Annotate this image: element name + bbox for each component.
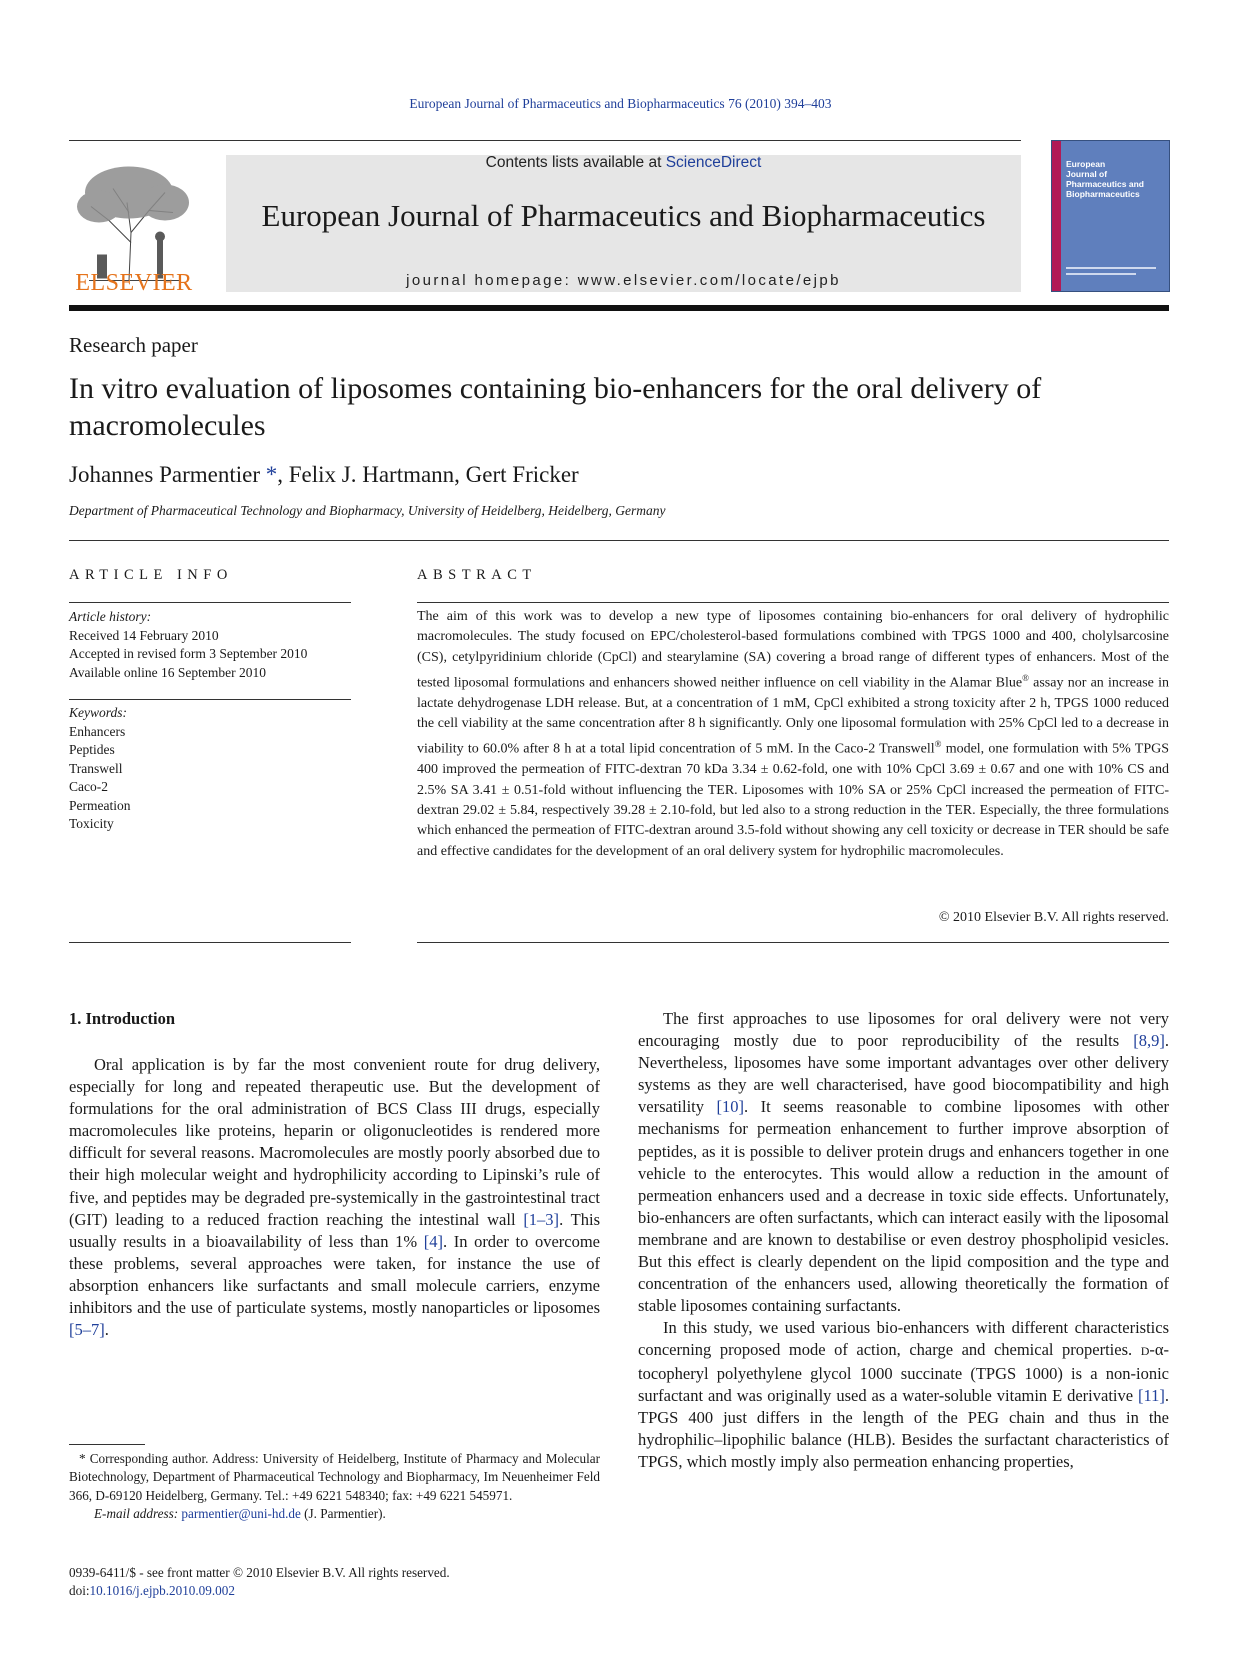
abstract-part: assay nor an increase in lactate dehydrogenase LDH release. But, at a concentration of 1 mM, CpCl exhibited a strong toxicity after 2 h, TPGS 1000 reduced the cell viability at the same concentration after 8 h significantly. Only one liposomal formulation with 25% CpCl led to a decrease in viability to 60.0% after 8 h at a total lipid concentration of 5 mM. In the Caco-2 Transwell — [417, 675, 1169, 758]
text-run: . — [104, 1320, 109, 1340]
text-run: . In order to overcome these problems, several approaches were taken, for instance the use of absorption enhancers like surfactants and small molecule carriers, enzyme inhibitors and the use of particulate systems, mostly nanoparticles or liposomes — [69, 1231, 600, 1318]
header-thick-rule — [69, 305, 1169, 311]
front-matter — [69, 1564, 629, 1601]
footnote-rule — [69, 1444, 145, 1445]
text-run: In this study, we used various bio-enhancers with different characteristics concerning proposed mode of action, charge and chemical properties. — [638, 1318, 1169, 1360]
text-run: Oral application is by far the most convenient route for drug delivery, especially for long and repeated therapeutic use. But the development of formulations for the oral administration of BCS Class III drugs, especially macromolecules like proteins, heparin or oligonucleotides is rendered more difficult for several reasons. Macromolecules are mostly poorly absorbed due to their high molecular weight and hydrophilicity according to Lipinski’s rule of five, and peptides may be degraded pre-systemically in the gastrointestinal tract (GIT) leading to a reduced fraction reaching the intestinal wall — [69, 1055, 600, 1229]
cover-title-line: Pharmaceutics and — [1066, 179, 1144, 189]
small-caps-d: D — [1140, 1344, 1150, 1359]
paragraph — [69, 1054, 600, 1341]
cover-footer-line — [1066, 273, 1136, 275]
keywords-rule — [69, 699, 351, 700]
received-date: Received 14 February 2010 — [69, 627, 219, 643]
header-rule — [69, 140, 1021, 141]
author-list — [69, 462, 579, 488]
email-line — [69, 1505, 600, 1523]
cover-stripe — [1052, 141, 1061, 291]
email-suffix: (J. Parmentier). — [300, 1506, 386, 1522]
article-type: Research paper — [69, 333, 198, 357]
doi-link[interactable]: 10.1016/j.ejpb.2010.09.002 — [89, 1583, 235, 1599]
article-info-rule — [69, 602, 351, 603]
abstract-text — [417, 607, 1169, 862]
contents-prefix: Contents lists available at — [485, 154, 662, 171]
keyword: Peptides — [69, 742, 115, 757]
text-run: . This usually results in a bioavailability of less than 1% — [69, 1209, 600, 1251]
doi-label: doi: — [69, 1583, 90, 1599]
article-info-bottom-rule — [69, 942, 351, 943]
reference-link[interactable]: [10] — [716, 1097, 744, 1117]
reference-link[interactable]: [8,9] — [1133, 1031, 1165, 1051]
reference-link[interactable]: [1–3] — [523, 1209, 560, 1229]
abstract-bottom-rule — [417, 942, 1169, 943]
contents-line — [226, 154, 1021, 172]
keyword: Caco-2 — [69, 779, 108, 794]
history-label: Article history: — [69, 609, 152, 624]
reference-link[interactable]: [4] — [423, 1231, 443, 1251]
journal-cover-thumbnail — [1051, 140, 1170, 292]
abstract-rule — [417, 602, 1169, 603]
sciencedirect-link[interactable]: ScienceDirect — [665, 154, 762, 171]
keyword: Transwell — [69, 760, 123, 776]
doi-line — [69, 1582, 629, 1600]
keyword: Toxicity — [69, 816, 114, 831]
journal-title: European Journal of Pharmaceutics and Biopharmaceutics — [261, 198, 986, 233]
text-run: The first approaches to use liposomes for oral delivery were not very encouraging mostly due to poor reproducibility of the results — [638, 1009, 1169, 1051]
cover-title-line: Journal of — [1066, 169, 1108, 179]
footnote-body: Corresponding author. Address: University of Heidelberg, Institute of Pharmacy and Molecular Biotechnology, Department of Pharmaceutical Technology and Biopharmacy, Im Neuenheimer Feld 366, D-69120 Heidelberg, Germany. Tel.: +49 6221 548340; fax: +49 6221 545971. — [69, 1451, 600, 1503]
reference-link[interactable]: [11] — [1137, 1385, 1165, 1405]
journal-citation[interactable]: European Journal of Pharmaceutics and Biopharmaceutics 76 (2010) 394–403 — [409, 96, 832, 111]
email-label: E-mail address: — [94, 1506, 179, 1522]
online-date: Available online 16 September 2010 — [69, 664, 266, 680]
corresponding-author-footnote — [69, 1450, 600, 1524]
registered-mark: ® — [1022, 672, 1029, 683]
abstract-heading: ABSTRACT — [417, 567, 537, 583]
publisher-wordmark: ELSEVIER — [75, 270, 193, 296]
keyword: Permeation — [69, 797, 131, 813]
text-run: . It seems reasonable to combine liposomes with other mechanisms for permeation enhancement to further improve absorption of peptides, as it is possible to deliver protein drugs and enhancers together in one vehicle to the enterocytes. This would allow a reduction in the amount of permeation enhancers used and a decrease in toxic side effects. Unfortunately, bio-enhancers are often surfactants, which can interact easily with the liposomal membrane and are known to destabilise or even destroy phospholipid vesicles. But this effect is clearly dependent on the lipid composition and the type and concentration of the enhancers used, allowing theoretically the formation of stable liposomes containing surfactants. — [638, 1097, 1169, 1316]
text-run: . Nevertheless, liposomes have some important advantages over other delivery systems as they are well characterised, have good biocompatibility and high versatility — [638, 1031, 1169, 1117]
abstract-copyright: © 2010 Elsevier B.V. All rights reserved. — [938, 910, 1169, 925]
abstract-part: model, one formulation with 5% TPGS 400 improved the permeation of FITC-dextran 70 kDa 3.34 ± 0.62-fold, one with 10% CpCl 3.69 ± 0.67 and one with 10% CS and 2.5% SA 3.41 ± 0.51-fold without influencing the TER. Liposomes with 10% SA or 25% CpCl increased the permeation of FITC-dextran 29.02 ± 5.84, respectively 39.28 ± 2.10-fold, but led also to a strong reduction in the TER. Especially, the three formulations which enhanced the permeation of FITC-dextran around 3.5-fold without showing any cell toxicity or decrease in TER should be safe and effective candidates for the development of an oral delivery system for hydrophilic macromolecules. — [417, 742, 1170, 859]
footnote-mark: * — [79, 1451, 86, 1466]
keyword: Enhancers — [69, 723, 126, 739]
email-link[interactable]: parmentier@uni-hd.de — [181, 1506, 301, 1522]
text-run: -α-tocopheryl polyethylene glycol 1000 succinate (TPGS 1000) is a non-ionic surfactant and was originally used as a water-soluble vitamin E derivative — [638, 1340, 1169, 1405]
paragraph — [638, 1317, 1169, 1473]
affiliation-rule — [69, 540, 1169, 541]
accepted-date: Accepted in revised form 3 September 2010 — [69, 646, 308, 661]
cover-title — [1066, 159, 1166, 199]
author-names-rest: , Felix J. Hartmann, Gert Fricker — [277, 462, 579, 487]
article-info-heading: ARTICLE INFO — [69, 567, 233, 583]
author-name: Johannes Parmentier — [69, 462, 260, 487]
keywords-label: Keywords: — [69, 705, 127, 720]
article-history — [69, 608, 351, 682]
cover-title-line: Biopharmaceutics — [1066, 189, 1140, 199]
reference-link[interactable]: [5–7] — [69, 1320, 105, 1340]
paragraph — [638, 1008, 1169, 1317]
cover-title-line: European — [1066, 159, 1106, 169]
article-title: In vitro evaluation of liposomes containing bio-enhancers for the oral delivery of macromolecules — [69, 372, 1042, 442]
corresponding-author-mark[interactable]: * — [265, 462, 278, 487]
front-matter-line: 0939-6411/$ - see front matter © 2010 Elsevier B.V. All rights reserved. — [69, 1565, 450, 1580]
affiliation: Department of Pharmaceutical Technology and Biopharmacy, University of Heidelberg, Heidelberg, Germany — [69, 503, 666, 518]
abstract-part: The aim of this work was to develop a new type of liposomes containing bio-enhancers for oral delivery of hydrophilic macromolecules. The study focused on EPC/cholesterol-based formulations combined with TPGS 1000 and 400, cholylsarcosine (CS), cetylpyridinium chloride (CpCl) and stearylamine (SA) covering a broad range of different types of enhancers. Most of the tested liposomal formulations and enhancers showed neither influence on cell viability in the Alamar Blue — [417, 609, 1169, 691]
cover-footer-line — [1066, 267, 1156, 269]
section-heading: 1. Introduction — [69, 1009, 176, 1028]
registered-mark: ® — [934, 739, 942, 750]
journal-homepage[interactable]: journal homepage: www.elsevier.com/locate/ejpb — [406, 272, 841, 289]
keywords-list — [69, 704, 351, 834]
body-column-left — [69, 1054, 600, 1341]
text-run: . TPGS 400 just differs in the length of the PEG chain and thus in the hydrophilic–lipophilic balance (HLB). Besides the surfactant characteristics of TPGS, which mostly imply also permeation enhancing properties, — [638, 1385, 1169, 1471]
footnote-text — [69, 1450, 600, 1505]
body-column-right — [638, 1008, 1169, 1473]
